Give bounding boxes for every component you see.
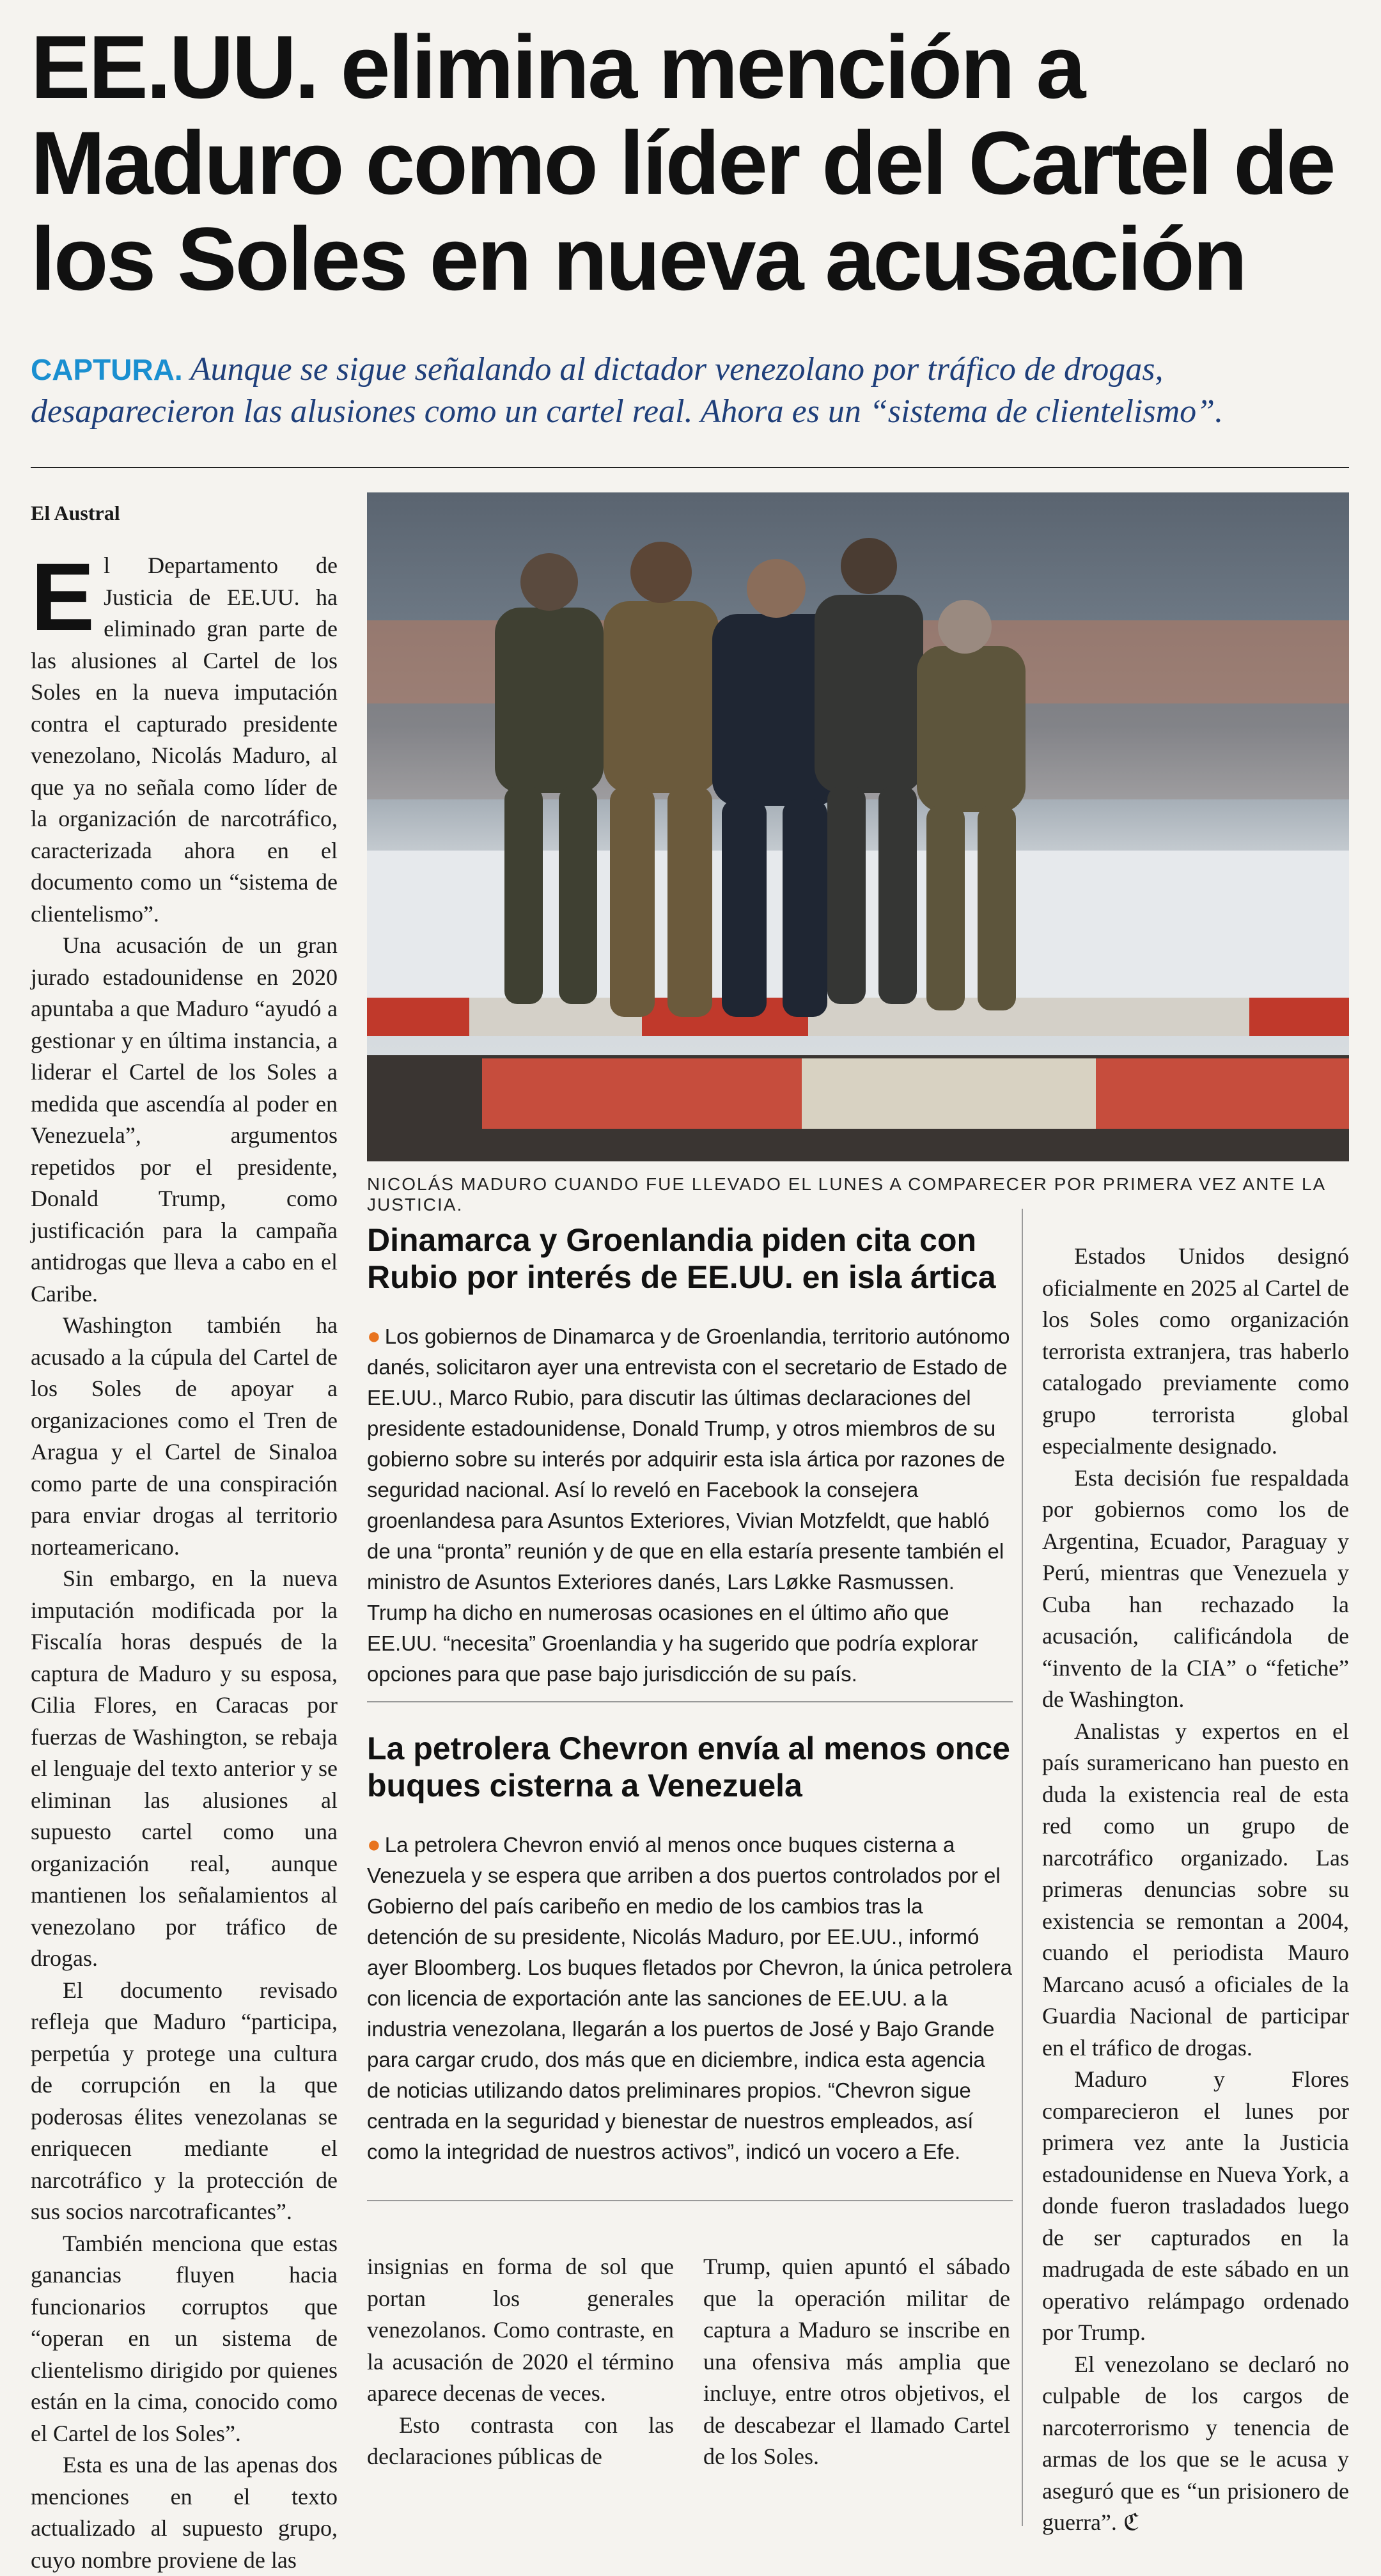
sidebar-chevron-headline: La petrolera Chevron envía al menos once buques cisterna a Venezuela <box>367 1731 1010 1803</box>
article-paragraph: El Departamento de Justicia de EE.UU. ha eliminado gran parte de las alusiones al Cartel de los Soles en la nueva imputación contra el capturado presidente venezolano, Nicolás Maduro, al que ya no señala como líder de la organización de narcotráfico, caracterizada ahora en el documento como un “sistema de clientelismo”. <box>31 543 338 927</box>
article-paragraph: El venezolano se declaró no culpable de los cargos de narcoterrorismo y tenencia de armas de los que se le acusa y aseguró que es “un prisionero de guerra”. ℭ <box>1042 2351 1349 2536</box>
article-paragraph: Estados Unidos designó oficialmente en 2025 al Cartel de los Soles como organización terrorista extranjera, tras haberlo catalogado previamente como grupo terrorista global especialmente designado. <box>1042 1243 1349 1459</box>
news-photo <box>367 492 1349 1161</box>
bullet-dot-icon: ● <box>367 1831 381 1857</box>
sidebar-bottom-divider <box>367 2200 1013 2201</box>
bullet-dot-icon: ● <box>367 1323 381 1349</box>
subhead-text: Aunque se sigue señalando al dictador venezolano por tráfico de drogas, desaparecieron las alusiones como un cartel real. Ahora es un “sistema de clientelismo”. <box>31 351 1224 430</box>
article-paragraph: Sin embargo, en la nueva imputación modificada por la Fiscalía horas después de la captura de Maduro y su esposa, Cilia Flores, en Caracas por fuerzas de Washington, se rebaja el lenguaje del texto anterior y se eliminan las alusiones al supuesto cartel como una organización real, aunque mantienen los señalamientos al venezolano por tráfico de drogas. <box>31 1566 338 1971</box>
byline: El Austral <box>31 501 120 524</box>
article-paragraph: Esto contrasta con las declaraciones públicas de <box>367 2412 674 2469</box>
header-divider <box>31 467 1349 468</box>
article-paragraph: También menciona que estas ganancias fluyen hacia funcionarios corruptos que “operan en un sistema de clientelismo dirigido por quienes están en la cima, conocido como el Cartel de los Soles”. <box>31 2230 338 2446</box>
photo-caption: NICOLÁS MADURO CUANDO FUE LLEVADO EL LUNES A COMPARECER POR PRIMERA VEZ ANTE LA JUSTICIA. <box>367 1174 1325 1214</box>
article-column-3 <box>703 2251 1010 2507</box>
article-headline: EE.UU. elimina mención a Maduro como líder del Cartel de los Soles en nueva acusación <box>31 17 1334 309</box>
article-column-4 <box>1042 1241 1349 2536</box>
sidebar-denmark-headline: Dinamarca y Groenlandia piden cita con Rubio por interés de EE.UU. en isla ártica <box>367 1222 996 1295</box>
column-divider <box>1022 1209 1023 2526</box>
article-paragraph: Esta decisión fue respaldada por gobiernos como los de Argentina, Ecuador, Paraguay y Perú, mientras que Venezuela y Cuba han rechazado la acusación, calificándola de “invento de la CIA” o “fetiche” de Washington. <box>1042 1465 1349 1712</box>
article-paragraph: Esta es una de las apenas dos menciones en el texto actualizado al supuesto grupo, cuyo nombre proviene de las <box>31 2452 338 2573</box>
article-paragraph: Maduro y Flores comparecieron el lunes por primera vez ante la Justicia estadounidense en Nueva York, a donde fueron trasladados luego de ser capturados en la madrugada de este sábado en un operativo relámpago ordenado por Trump. <box>1042 2066 1349 2345</box>
article-paragraph: Una acusación de un gran jurado estadounidense en 2020 apuntaba a que Maduro “ayudó a gestionar y en última instancia, a liderar el Cartel de los Soles a medida que ascendía al poder en Venezuela”, argumentos repetidos por el presidente, Donald Trump, como justificación para la campaña antidrogas que lleva a cabo en el Caribe. <box>31 932 338 1307</box>
article-paragraph: insignias en forma de sol que portan los generales venezolanos. Como contraste, en la acusación de 2020 el término aparece decenas de veces. <box>367 2254 674 2406</box>
end-mark-icon: ℭ <box>1123 2509 1140 2536</box>
sidebar-divider <box>367 1701 1013 1702</box>
article-paragraph: El documento revisado refleja que Maduro “participa, perpetúa y protege una cultura de corrupción en la que poderosas élites venezolanas se enriquecen mediante el narcotráfico y la protección de sus socios narcotraficantes”. <box>31 1977 338 2224</box>
article-column-1 <box>31 543 338 2573</box>
article-column-2 <box>367 2251 674 2507</box>
sidebar-chevron-body: ● La petrolera Chevron envió al menos once buques cisterna a Venezuela y se espera que arriben a dos puertos controlados por el Gobierno del país caribeño en medio de los cambios tras la detención de su presidente, Nicolás Maduro, por EE.UU., informó ayer Bloomberg. Los buques fletados por Chevron, la única petrolera con licencia de exportación ante las sanciones de EE.UU. a la industria venezolana, llegarán a los puertos de José y Bajo Grande para cargar crudo, dos más que en diciembre, indica esta agencia de noticias utilizando datos preliminares propios. “Chevron sigue centrada en la seguridad y bienestar de nuestros empleados, así como la integridad de nuestros activos”, indicó un vocero a Efe. <box>367 1831 1012 2164</box>
article-paragraph: Analistas y expertos en el país suramericano han puesto en duda la existencia real de esta red como un grupo de narcotráfico organizado. Las primeras denuncias sobre su existencia se remontan a 2004, cuando el periodista Mauro Marcano acusó a oficiales de la Guardia Nacional de participar en el tráfico de drogas. <box>1042 1718 1349 2061</box>
sidebar-denmark-body: ● Los gobiernos de Dinamarca y de Groenlandia, territorio autónomo danés, solicitaron ayer una entrevista con el secretario de Estado de EE.UU., Marco Rubio, para discutir las últimas declaraciones del presidente estadounidense, Donald Trump, y otros miembros de su gobierno sobre su interés por adquirir esta isla ártica por razones de seguridad nacional. Así lo reveló en Facebook la consejera groenlandesa para Asuntos Exteriores, Vivian Motzfeldt, que habló de una “pronta” reunión y de que en ella estaría presente también el ministro de Asuntos Exteriores danés, Lars Løkke Rasmussen. Trump ha dicho en numerosas ocasiones en el último año que EE.UU. “necesita” Groenlandia y ha sugerido que podría explorar opciones para que pase bajo jurisdicción de su país. <box>367 1323 1010 1686</box>
article-paragraph: Trump, quien apuntó el sábado que la operación militar de captura a Maduro se inscribe en una ofensiva más amplia que incluye, entre otros objetivos, el de descabezar el llamado Cartel de los Soles. <box>703 2254 1010 2469</box>
drop-cap: E <box>31 543 95 650</box>
article-subhead <box>31 349 1348 433</box>
subhead-tag: CAPTURA. <box>31 353 183 386</box>
article-paragraph: Washington también ha acusado a la cúpula del Cartel de los Soles de apoyar a organizaciones como el Tren de Aragua y el Cartel de Sinaloa como parte de una conspiración para enviar drogas al territorio norteamericano. <box>31 1312 338 1560</box>
